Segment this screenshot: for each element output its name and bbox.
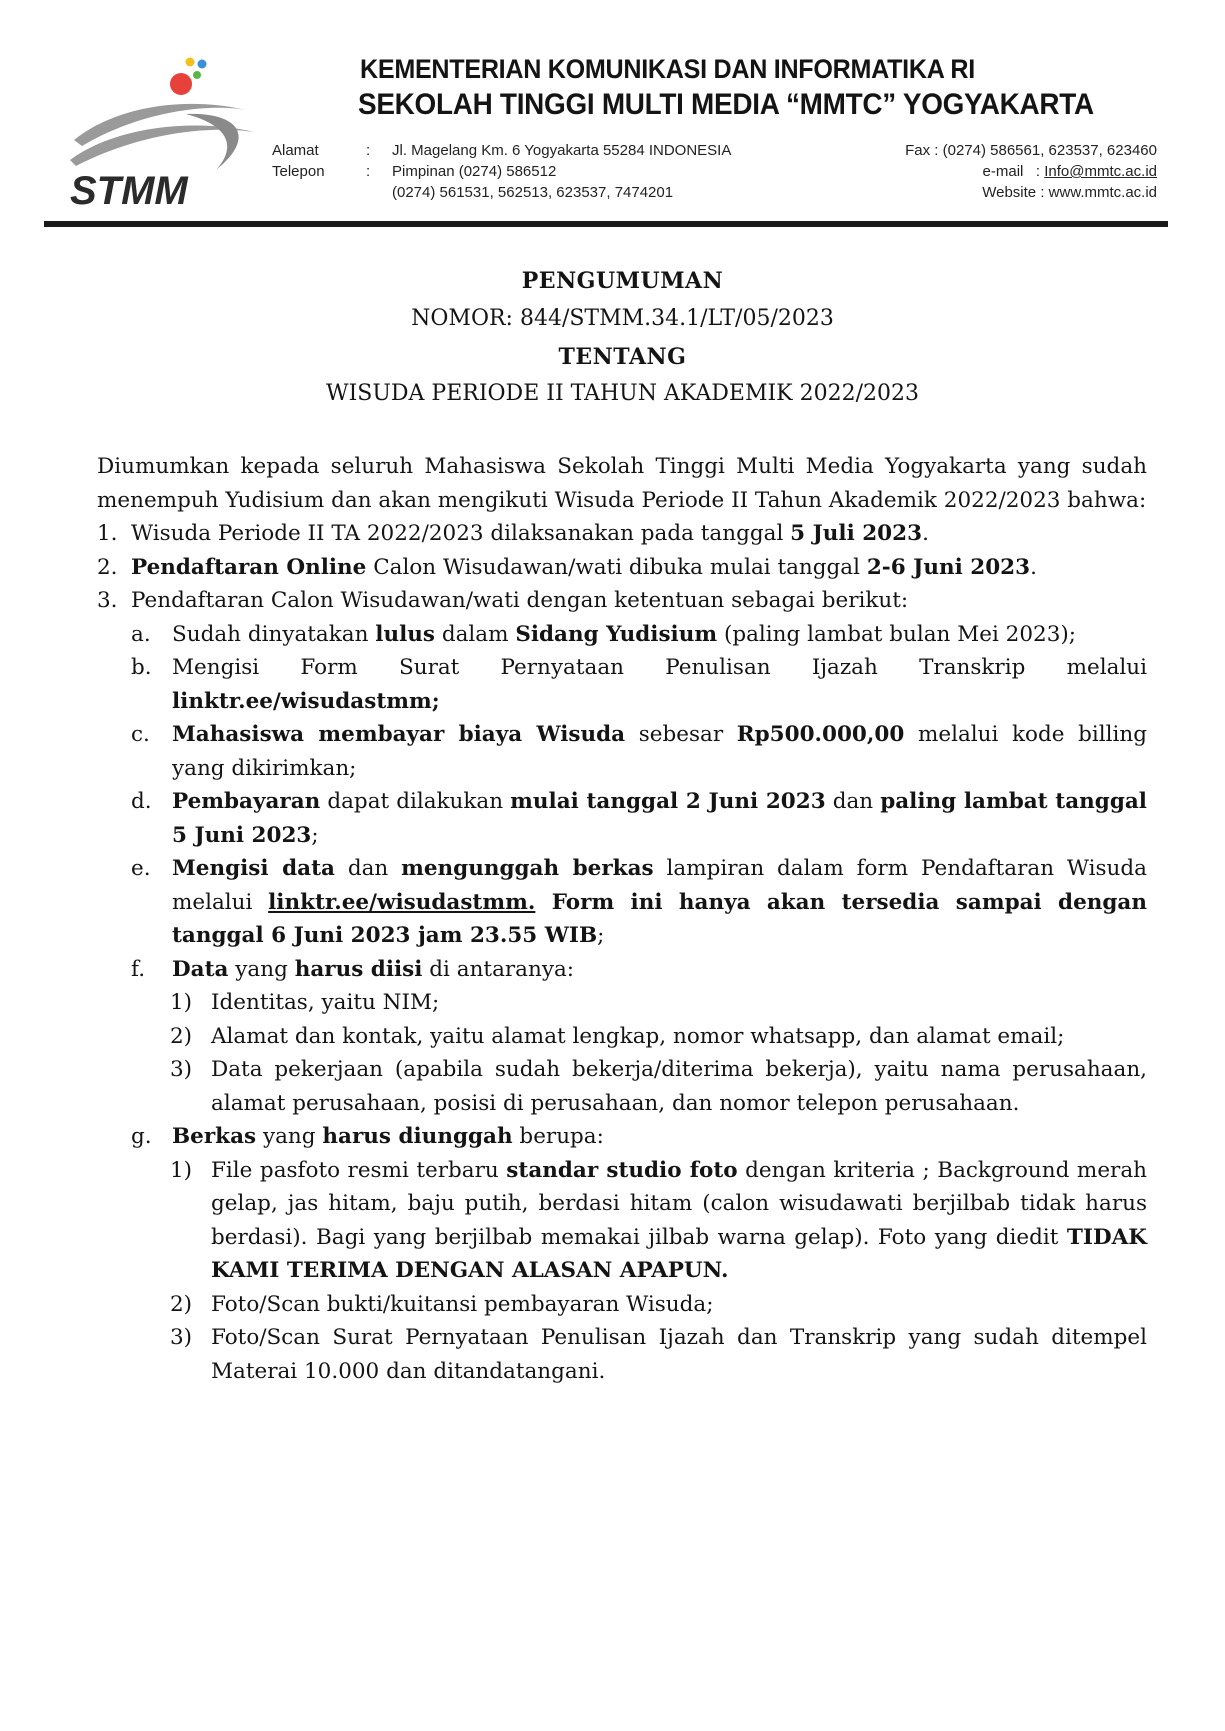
- contact-labels: [272, 140, 325, 182]
- list-item-2: 2. Pendaftaran Online Calon Wisudawan/wati dibuka mulai tanggal 2-6 Juni 2023.: [97, 551, 1147, 585]
- contact-values: [392, 140, 731, 203]
- list-item-3g-2: 2) Foto/Scan bukti/kuitansi pembayaran Wisuda;: [97, 1288, 1147, 1322]
- list-marker: b.: [131, 655, 152, 680]
- logo-dot-green: [193, 71, 201, 79]
- list-marker: c.: [131, 722, 150, 747]
- list-marker: 1): [170, 990, 193, 1015]
- announcement-about: TENTANG: [558, 344, 687, 370]
- email-link[interactable]: Info@mmtc.ac.id: [1044, 163, 1157, 180]
- contact-right: [905, 140, 1157, 203]
- announcement-subject: WISUDA PERIODE II TAHUN AKADEMIK 2022/2023: [325, 381, 920, 406]
- phone-value-1: Pimpinan (0274) 586512: [392, 163, 557, 180]
- announcement-title: PENGUMUMAN: [521, 268, 724, 294]
- list-item-3f-1: 1) Identitas, yaitu NIM;: [97, 986, 1147, 1020]
- stmm-logo: [66, 56, 266, 206]
- list-marker: g.: [131, 1124, 152, 1149]
- list-item-3g: g. Berkas yang harus diunggah berupa:: [97, 1120, 1147, 1154]
- logo-dot-red: [170, 73, 192, 95]
- fax-value: Fax : (0274) 586561, 623537, 623460: [905, 142, 1157, 159]
- list-marker: 3.: [97, 588, 118, 613]
- list-item-3c: c. Mahasiswa membayar biaya Wisuda sebesar Rp500.000,00 melalui kode billing yang dikirimkan;: [97, 718, 1147, 785]
- list-item-3f-3: 3) Data pekerjaan (apabila sudah bekerja/diterima bekerja), yaitu nama perusahaan, alamat perusahaan, posisi di perusahaan, dan nomor telepon perusahaan.: [97, 1053, 1147, 1120]
- email-line: e-mail : Info@mmtc.ac.id: [982, 163, 1157, 180]
- list-item-3d: d. Pembayaran dapat dilakukan mulai tanggal 2 Juni 2023 dan paling lambat tanggal 5 Juni 2023;: [97, 785, 1147, 852]
- list-marker: 1.: [97, 521, 118, 546]
- list-item-3g-1: 1) File pasfoto resmi terbaru standar studio foto dengan kriteria ; Background merah gelap, jas hitam, baju putih, berdasi hitam (calon wisudawati berjilbab tidak harus berdasi). Bagi yang berjilbab memakai jilbab warna gelap). Foto yang diedit TIDAK KAMI TERIMA DENGAN ALASAN APAPUN.: [97, 1154, 1147, 1288]
- logo-dot-yellow: [186, 58, 195, 67]
- list-marker: 1): [170, 1157, 193, 1183]
- list-item-3e: e. Mengisi data dan mengunggah berkas lampiran dalam form Pendaftaran Wisuda melalui linktr.ee/wisudastmm. Form ini hanya akan tersedia sampai dengan tanggal 6 Juni 2023 jam 23.55 WIB;: [97, 852, 1147, 953]
- list-marker: d.: [131, 789, 152, 814]
- letterhead-divider: [44, 221, 1168, 227]
- stmm-logo-graphic: [66, 56, 266, 206]
- announcement-number: NOMOR: 844/STMM.34.1/LT/05/2023: [411, 306, 834, 331]
- list-marker: 2): [170, 1291, 193, 1317]
- list-marker: e.: [131, 856, 151, 881]
- linktree-url: linktr.ee/wisudastmm;: [172, 688, 440, 714]
- logo-dot-blue: [198, 60, 207, 69]
- list-marker: 2.: [97, 554, 118, 580]
- list-marker: f.: [131, 956, 146, 982]
- phone-label: Telepon: [272, 163, 325, 180]
- phone-value-2: (0274) 561531, 562513, 623537, 7474201: [392, 184, 674, 201]
- list-item-3f: f. Data yang harus diisi di antaranya:: [97, 953, 1147, 987]
- logo-swoosh-3: [186, 114, 239, 170]
- list-item-1: 1. Wisuda Periode II TA 2022/2023 dilaksanakan pada tanggal 5 Juli 2023.: [97, 517, 1147, 551]
- list-marker: 3): [170, 1057, 193, 1082]
- contact-colons: [366, 140, 370, 182]
- list-marker: 2): [170, 1023, 193, 1049]
- list-item-3b: b. Mengisi Form Surat Pernyataan Penulisan Ijazah Transkrip melalui linktr.ee/wisudastmm;: [97, 651, 1147, 718]
- address-value: Jl. Magelang Km. 6 Yogyakarta 55284 INDONESIA: [392, 142, 732, 159]
- website-value: Website : www.mmtc.ac.id: [982, 184, 1157, 201]
- address-label: Alamat: [272, 142, 319, 159]
- list-item-3g-3: 3) Foto/Scan Surat Pernyataan Penulisan Ijazah dan Transkrip yang sudah ditempel Materai 10.000 dan ditandatangani.: [97, 1321, 1147, 1388]
- registration-link[interactable]: linktr.ee/wisudastmm.: [268, 889, 536, 915]
- phone-colon: :: [366, 163, 371, 180]
- email-label: e-mail: [982, 163, 1024, 180]
- list-item-3: 3. Pendaftaran Calon Wisudawan/wati dengan ketentuan sebagai berikut:: [97, 584, 1147, 618]
- list-marker: a.: [131, 621, 151, 647]
- list-item-3a: a. Sudah dinyatakan lulus dalam Sidang Yudisium (paling lambat bulan Mei 2023);: [97, 618, 1147, 652]
- list-item-3f-2: 2) Alamat dan kontak, yaitu alamat lengkap, nomor whatsapp, dan alamat email;: [97, 1020, 1147, 1054]
- list-marker: 3): [170, 1325, 193, 1350]
- address-colon: :: [366, 142, 371, 159]
- logo-text: STMM: [70, 169, 188, 206]
- school-name: SEKOLAH TINGGI MULTI MEDIA “MMTC” YOGYAKARTA: [358, 88, 1094, 121]
- announcement-body: [97, 450, 1147, 1388]
- ministry-name: KEMENTERIAN KOMUNIKASI DAN INFORMATIKA RI: [360, 54, 975, 84]
- intro-paragraph: Diumumkan kepada seluruh Mahasiswa Sekolah Tinggi Multi Media Yogyakarta yang sudah menempuh Yudisium dan akan mengikuti Wisuda Periode II Tahun Akademik 2022/2023 bahwa:: [97, 454, 1147, 513]
